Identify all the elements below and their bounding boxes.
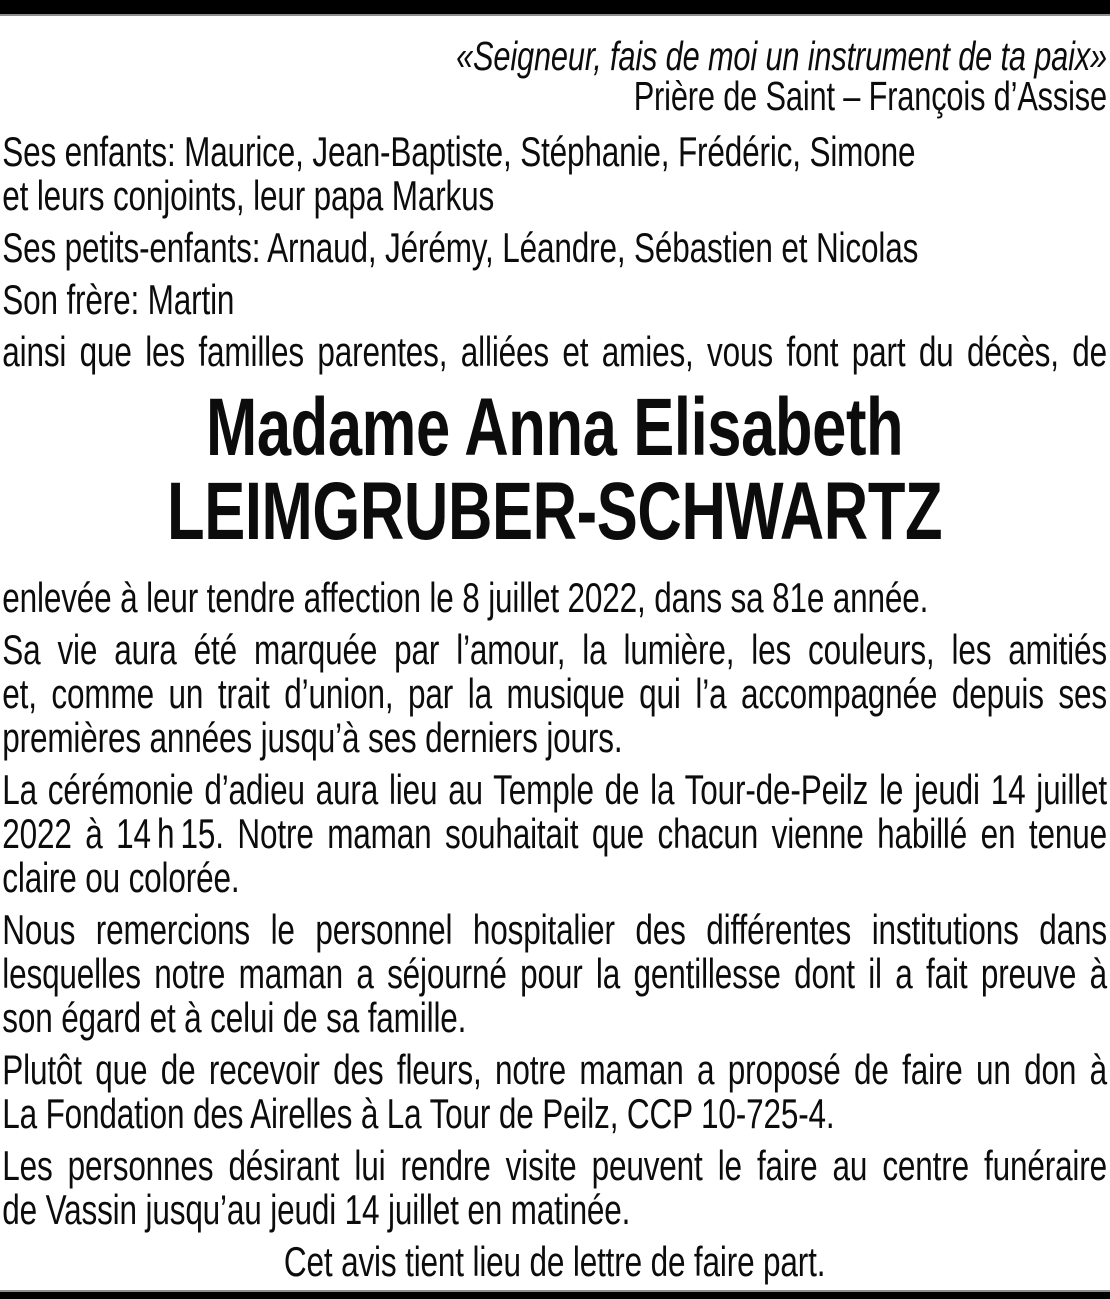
visit-paragraph [2,1144,1107,1232]
life-line-2: et, comme un trait d’union, par la musique qui l’a accompagnée depuis ses [2,670,1107,717]
donation-line-2: La Fondation des Airelles à La Tour de Peilz, CCP 10-725-4. [2,1090,835,1137]
bottom-crop-bar [0,1290,1110,1299]
ceremony-line-1: La cérémonie d’adieu aura lieu au Temple de la Tour-de-Peilz le jeudi 14 juillet [2,766,1107,813]
death-paragraph [2,576,1107,620]
visit-line-1: Les personnes désirant lui rendre visite peuvent le faire au centre funéraire [2,1142,1107,1189]
notice-body [0,16,1110,1284]
closing-line: Cet avis tient lieu de lettre de faire part. [283,1238,826,1285]
top-crop-bar [0,0,1110,16]
life-line-3: premières années jusqu’à ses derniers jours. [2,714,623,761]
donation-line-1: Plutôt que de recevoir des fleurs, notre maman a proposé de faire un don à [2,1046,1107,1093]
thanks-line-2: lesquelles notre maman a séjourné pour la gentillesse dont il a fait preuve à [2,950,1107,997]
thanks-line-1: Nous remercions le personnel hospitalier des différentes institutions dans [2,906,1107,953]
children-line-1: Ses enfants: Maurice, Jean-Baptiste, Stéphanie, Frédéric, Simone [2,128,916,175]
thanks-paragraph [2,908,1107,1040]
opening-quote [2,33,1107,119]
children-paragraph [2,130,1107,218]
ceremony-line-2: 2022 à 14 h 15. Notre maman souhaitait que chacun vienne habillé en tenue [2,810,1107,857]
death-line: enlevée à leur tendre affection le 8 juillet 2022, dans sa 81e année. [2,574,929,621]
visit-line-2: de Vassin jusqu’au jeudi 14 juillet en matinée. [2,1186,631,1233]
brother-line: Son frère: Martin [2,276,235,323]
deceased-name [2,382,1107,557]
life-paragraph [2,628,1107,760]
ceremony-line-3: claire ou colorée. [2,854,240,901]
deceased-name-line-1: Madame Anna Elisabeth [205,382,904,473]
children-line-2: et leurs conjoints, leur papa Markus [2,172,495,219]
grandchildren-paragraph [2,226,1107,270]
prayer-quote-text: «Seigneur, fais de moi un instrument de ta paix» [456,33,1107,79]
announcement-line: ainsi que les familles parentes, alliées et amies, vous font part du décès, de [2,328,1107,375]
grandchildren-line: Ses petits-enfants: Arnaud, Jérémy, Léandre, Sébastien et Nicolas [2,224,919,271]
life-line-1: Sa vie aura été marquée par l’amour, la lumière, les couleurs, les amitiés [2,626,1107,673]
brother-paragraph [2,278,1107,322]
ceremony-paragraph [2,768,1107,900]
prayer-quote-attribution: Prière de Saint – François d’Assise [633,73,1107,119]
thanks-line-3: son égard et à celui de sa famille. [2,994,467,1041]
donation-paragraph [2,1048,1107,1136]
closing-paragraph [2,1240,1107,1284]
announcement-paragraph [2,330,1107,374]
deceased-name-line-2: LEIMGRUBER-SCHWARTZ [167,466,943,557]
